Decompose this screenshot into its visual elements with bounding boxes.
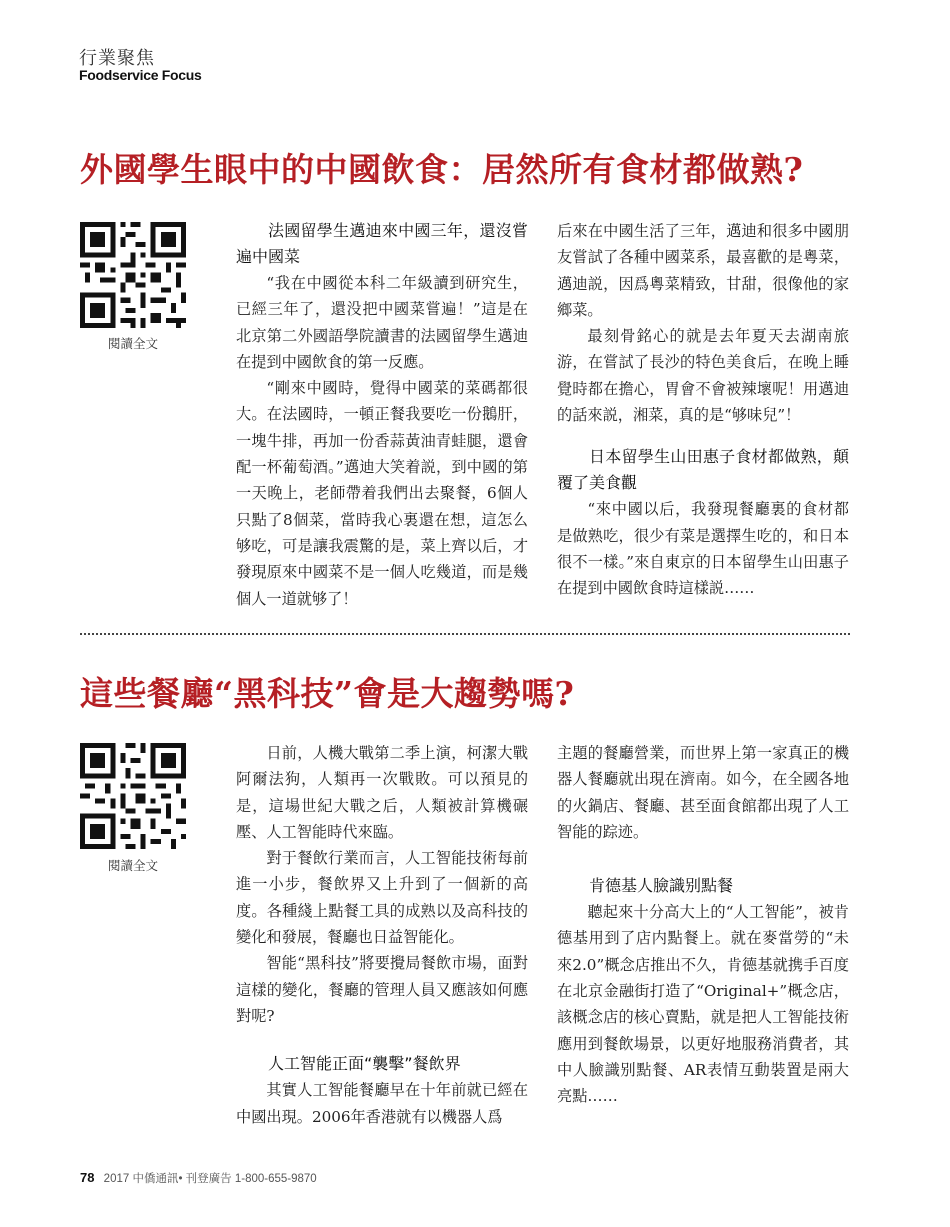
section-title-zh: 行業聚焦	[79, 48, 155, 69]
article2-column1	[236, 740, 528, 1130]
article1-subhead1: 法國留學生邁迪來中國三年，還沒嘗遍中國菜	[236, 221, 528, 266]
qr-label[interactable]: 閱讀全文	[107, 336, 158, 351]
paragraph: “剛來中國時，覺得中國菜的菜碼都很大。在法國時，一頓正餐我要吃一份鵝肝，一塊牛排，再加一份香蒜黃油青蛙腿，還會配一杯葡萄酒。”邁迪大笑着説，到中國的第一天晚上，老師帶着我們出去聚餐，6個人只點了8個菜，當時我心裏還在想，這怎么够吃，可是讓我震驚的是，菜上齊以后，才發現原來中國菜不是一個人吃幾道，而是幾個人一道就够了！	[236, 379, 528, 608]
paragraph: 最刻骨銘心的就是去年夏天去湖南旅游，在嘗試了長沙的特色美食后，在晚上睡覺時都在擔心，胃會不會被辣壞呢！用邁迪的話來説，湘菜，真的是“够味兒”！	[557, 327, 849, 425]
article2-headline: 這些餐廳“黑科技”會是大趨勢嗎?	[80, 674, 575, 713]
qr-code-icon[interactable]	[80, 222, 186, 328]
paragraph: “我在中國從本科二年級讀到研究生，已經三年了，還没把中國菜嘗遍！”這是在北京第二外國語學院讀書的法國留學生邁迪在提到中國飲食的第一反應。	[236, 274, 528, 371]
article1-column2	[557, 218, 849, 602]
article1-column1	[236, 218, 528, 612]
page-footer	[80, 1170, 317, 1186]
paragraph: “來中國以后，我發現餐廳裏的食材都是做熟吃，很少有菜是選擇生吃的，和日本很不一樣。”來自東京的日本留學生山田惠子在提到中國飲食時這樣説……	[557, 500, 849, 598]
article2-subhead1: 人工智能正面“襲擊”餐飲界	[268, 1054, 461, 1074]
section-title-en: Foodservice Focus	[79, 67, 202, 83]
paragraph: 其實人工智能餐廳早在十年前就已經在中國出現。2006年香港就有以機器人爲	[236, 1081, 528, 1126]
paragraph: 日前，人機大戰第二季上演，柯潔大戰阿爾法狗，人類再一次戰敗。可以預見的是，這場世紀大戰之后，人類被計算機碾壓、人工智能時代來臨。	[236, 744, 528, 841]
paragraph: 后來在中國生活了三年，邁迪和很多中國朋友嘗試了各種中國菜系，最喜歡的是粵菜，邁迪説，因爲粵菜精致，甘甜，很像他的家鄉菜。	[557, 222, 849, 319]
qr-label[interactable]: 閱讀全文	[107, 858, 158, 873]
section-divider	[80, 633, 850, 635]
article1-subhead2: 日本留學生山田惠子食材都做熟，顛覆了美食觀	[557, 447, 849, 493]
qr-code-icon[interactable]	[80, 743, 186, 849]
paragraph: 主題的餐廳營業，而世界上第一家真正的機器人餐廳就出現在濟南。如今，在全國各地的火鍋店、餐廳、甚至面食館都出現了人工智能的踪迹。	[557, 744, 849, 841]
paragraph: 智能“黑科技”將要攪局餐飲市場，面對這樣的變化，餐廳的管理人員又應該如何應對呢?	[236, 954, 528, 1025]
paragraph: 對于餐飲行業而言，人工智能技術每前進一小步，餐飲界又上升到了一個新的高度。各種綫上點餐工具的成熟以及高科技的變化和發展，餐廳也日益智能化。	[236, 849, 528, 947]
footer-text: 2017 中僑通訊• 刊登廣告 1-800-655-9870	[103, 1173, 317, 1185]
article2-subhead2: 肯德基人臉識别點餐	[589, 876, 734, 896]
paragraph: 聽起來十分高大上的“人工智能”，被肯德基用到了店内點餐上。就在麥當勞的“未來2.0”概念店推出不久，肯德基就携手百度在北京金融街打造了“Original+”概念店，該概念店的核心賣點，就是把人工智能技術應用到餐飲場景，以更好地服務消費者，其中人臉識别點餐、AR表情互動裝置是兩大亮點……	[557, 903, 849, 1106]
article1-headline: 外國學生眼中的中國飲食：居然所有食材都做熟?	[80, 150, 804, 189]
page-number: 78	[80, 1170, 95, 1185]
article2-column2	[557, 740, 849, 1110]
